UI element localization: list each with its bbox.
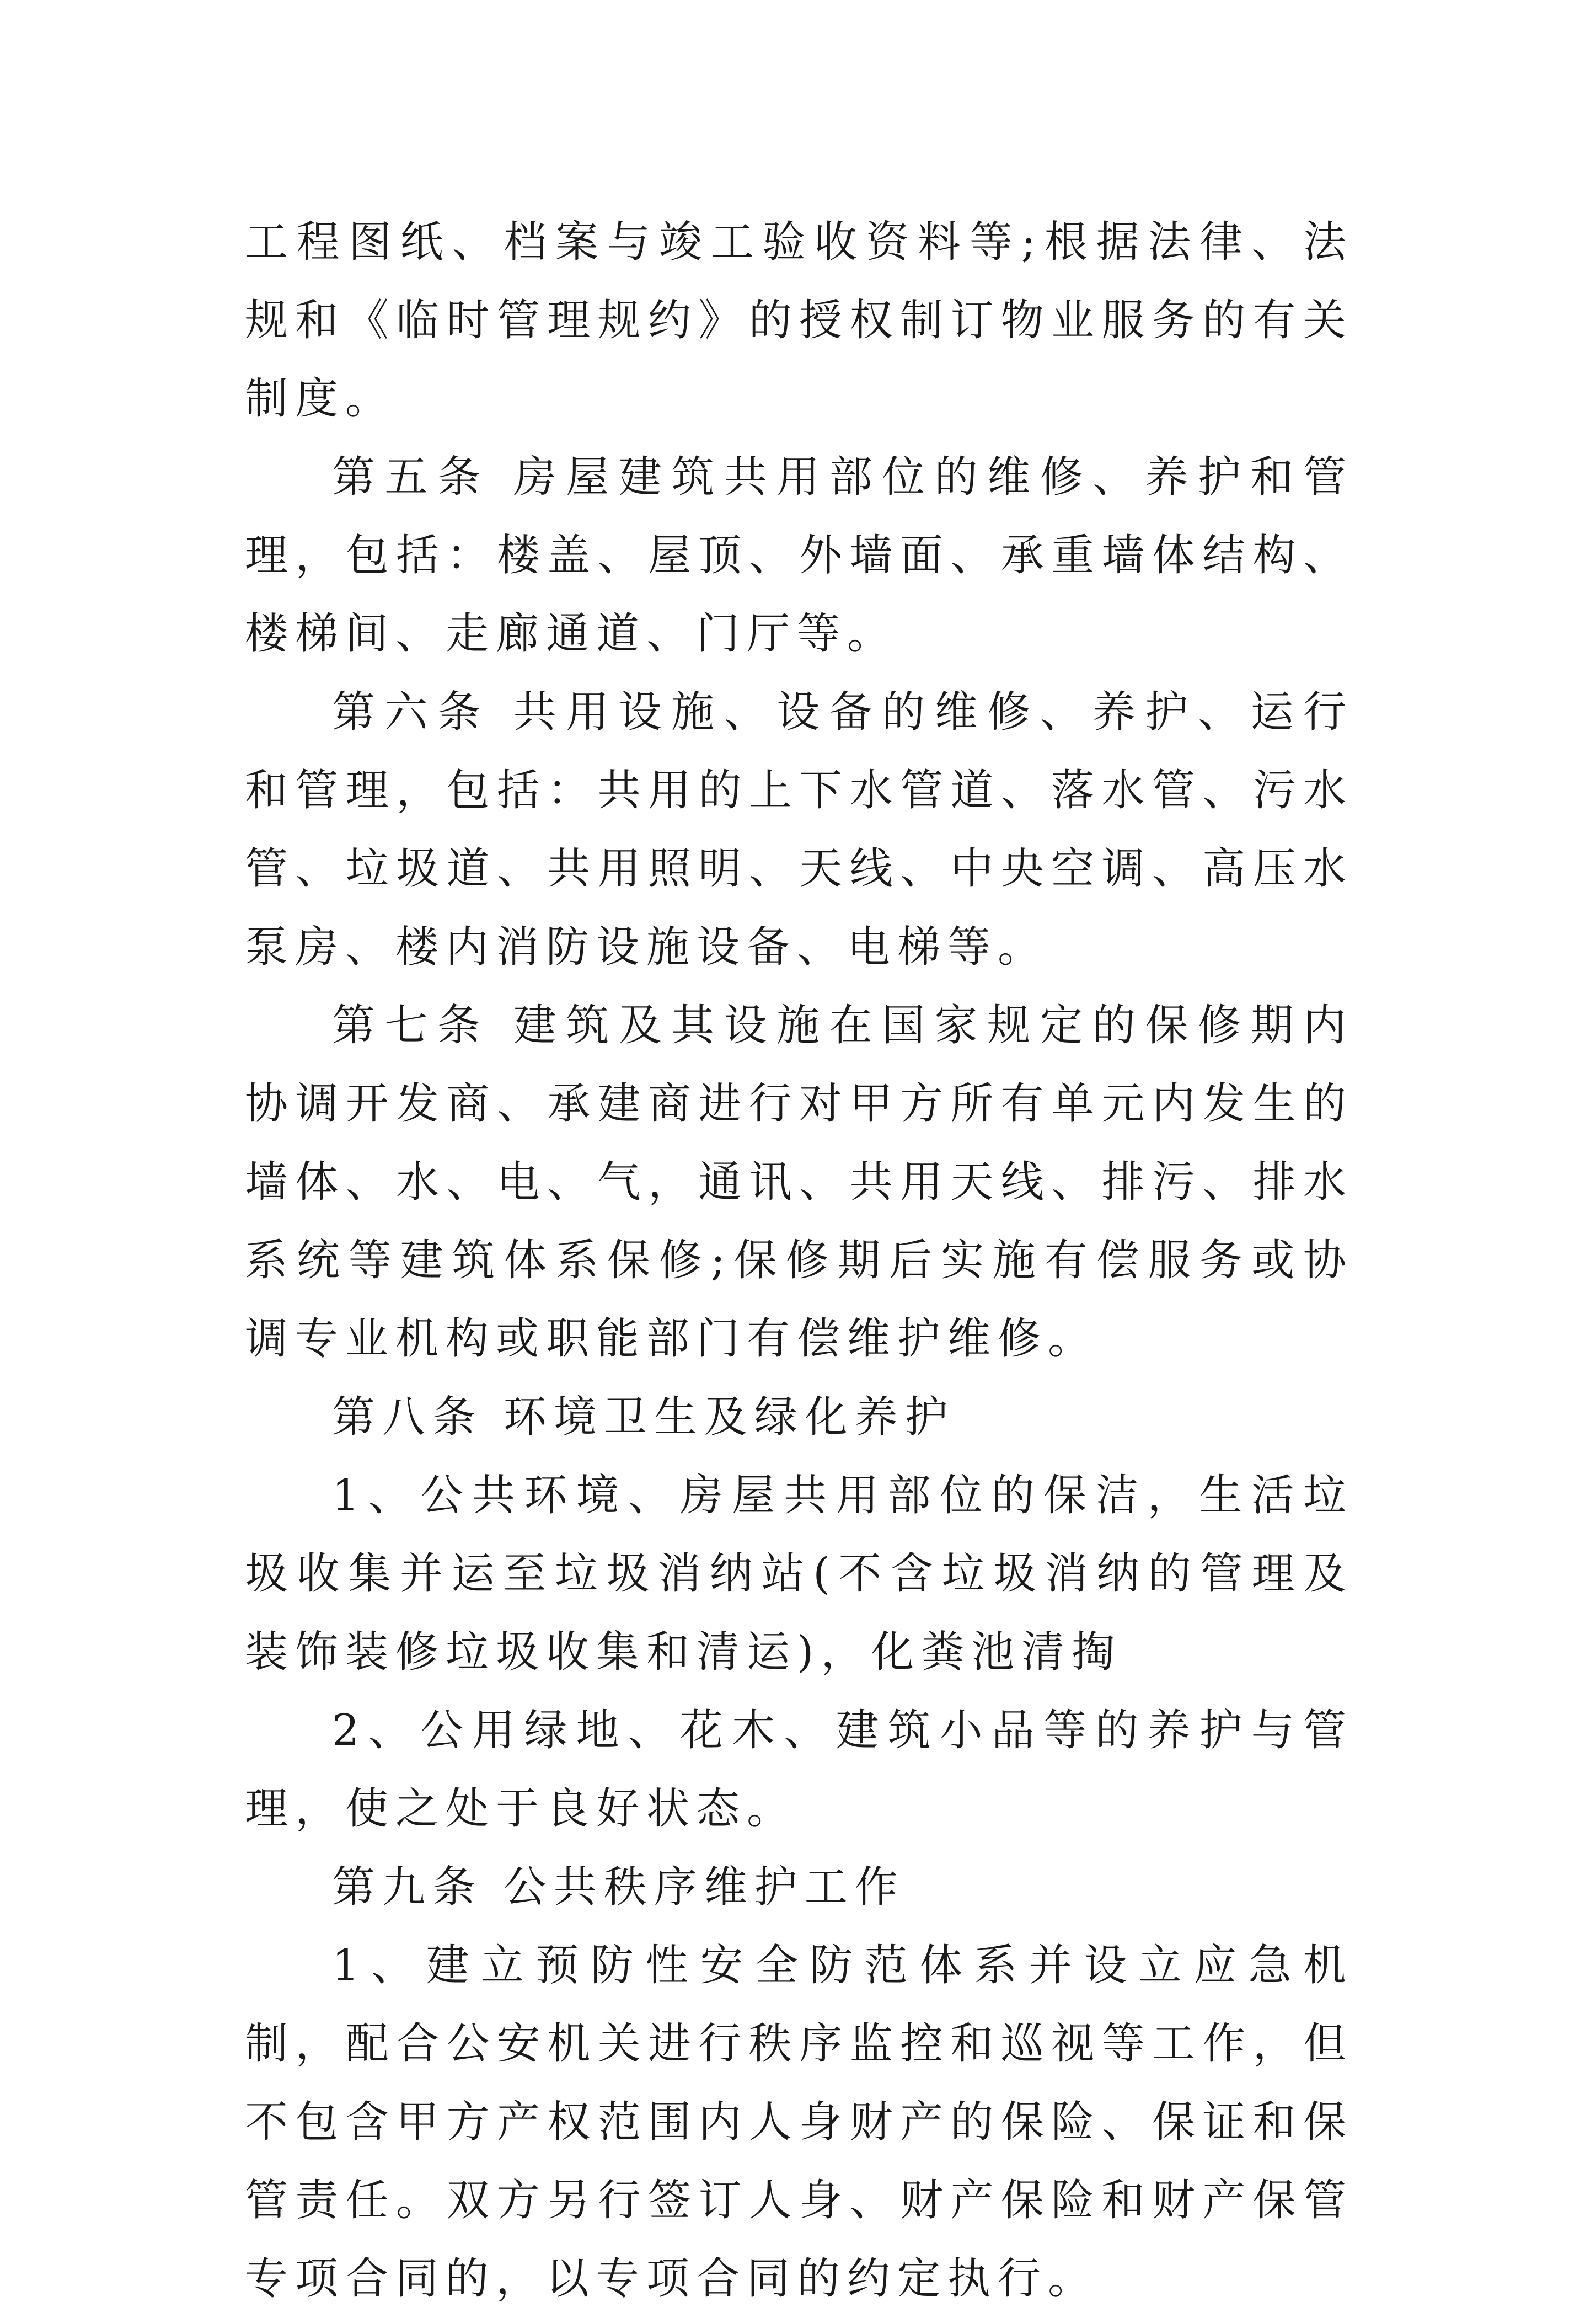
paragraph-article-5: 第五条 房屋建筑共用部位的维修、养护和管理，包括：楼盖、屋顶、外墙面、承重墙体结构、楼梯间、走廊通道、门厅等。 (245, 452, 1353, 659)
paragraph-article-8-item-2: 2、公用绿地、花木、建筑小品等的养护与管理，使之处于良好状态。 (245, 1706, 1353, 1834)
paragraph-article-6: 第六条 共用设施、设备的维修、养护、运行和管理，包括：共用的上下水管道、落水管、污水管、垃圾道、共用照明、天线、中央空调、高压水泵房、楼内消防设施设备、电梯等。 (245, 687, 1353, 972)
document-body (245, 203, 1353, 2318)
paragraph-continuation: 工程图纸、档案与竣工验收资料等;根据法律、法规和《临时管理规约》的授权制订物业服务的有关制度。 (245, 217, 1353, 424)
paragraph-article-9-item-1: 1、建立预防性安全防范体系并设立应急机制，配合公安机关进行秩序监控和巡视等工作，但不包含甲方产权范围内人身财产的保险、保证和保管责任。双方另行签订人身、财产保险和财产保管专项合同的，以专项合同的约定执行。 (245, 1941, 1353, 2304)
paragraph-article-8-heading: 第八条 环境卫生及绿化养护 (332, 1392, 955, 1442)
paragraph-article-9-heading: 第九条 公共秩序维护工作 (332, 1862, 905, 1912)
paragraph-article-7: 第七条 建筑及其设施在国家规定的保修期内协调开发商、承建商进行对甲方所有单元内发生的墙体、水、电、气，通讯、共用天线、排污、排水系统等建筑体系保修;保修期后实施有偿服务或协调专业机构或职能部门有偿维护维修。 (245, 1001, 1353, 1364)
paragraph-article-8-item-1: 1、公共环境、房屋共用部位的保洁，生活垃圾收集并运至垃圾消纳站(不含垃圾消纳的管理及装饰装修垃圾收集和清运)，化粪池清掏 (245, 1471, 1353, 1677)
